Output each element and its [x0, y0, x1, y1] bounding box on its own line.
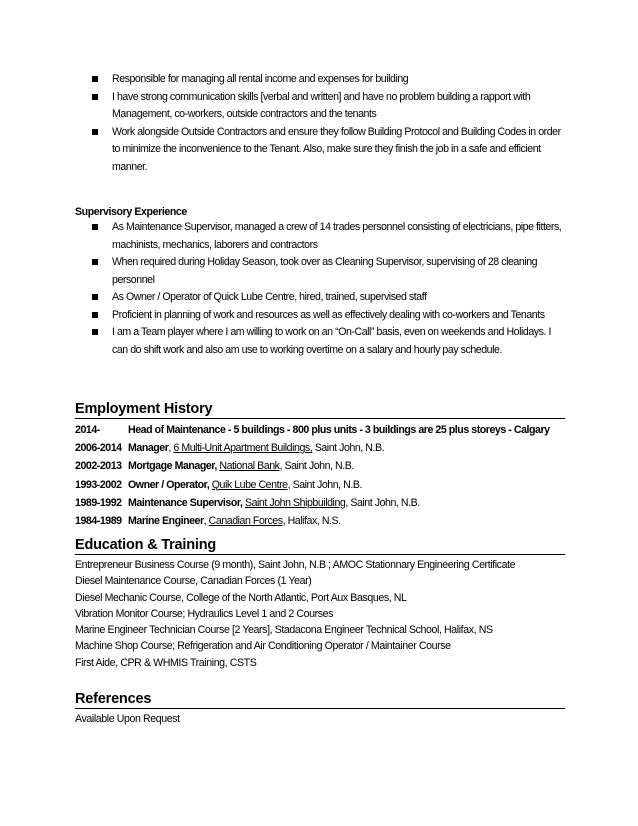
- list-item: [92, 254, 567, 289]
- references-list: [75, 711, 570, 727]
- employment-row: [75, 476, 570, 494]
- square-bullet-icon: [92, 94, 98, 100]
- separator: ,: [203, 515, 209, 528]
- employment-title: Head of Maintenance - 5 buildings - 800 plus units - 3 buildings are 25 plus storeys - Calgary: [128, 424, 550, 436]
- employment-years: 2006-2014: [75, 442, 122, 455]
- bullet-text: Proficient in planning of work and resources as well as effectively dealing with co-workers and Tenants: [112, 308, 545, 321]
- supervisory-bullet-list: [92, 219, 567, 359]
- square-bullet-icon: [92, 294, 98, 300]
- education-line: Diesel Mechanic Course, College of the North Atlantic, Port Aux Basques, NL: [75, 591, 407, 604]
- bullet-text: Responsible for managing all rental income and expenses for building: [112, 73, 409, 85]
- employment-org: Canadian Forces: [208, 515, 283, 528]
- list-item: [92, 307, 567, 325]
- employment-location: , Saint John, N.B.: [345, 496, 420, 509]
- bullet-text: I have strong communication skills [verbal and written] and have no problem building a rapport with Management, co-workers, outside contractors and the tenants: [112, 90, 531, 120]
- employment-org: National Bank: [219, 460, 280, 473]
- list-item: [92, 71, 567, 89]
- employment-row: [75, 494, 570, 512]
- list-item: [92, 219, 567, 254]
- top-bullet-list: [92, 71, 567, 176]
- bullet-text: As Owner / Operator of Quick Lube Centre, hired, trained, supervised staff: [112, 291, 427, 303]
- employment-title: Owner / Operator,: [128, 478, 210, 491]
- education-heading: Education & Training: [75, 537, 565, 555]
- employment-row: [75, 457, 570, 475]
- supervisory-heading: Supervisory Experience: [75, 206, 187, 218]
- employment-years: 2014-: [75, 424, 100, 436]
- employment-location: Saint John, N.B.: [312, 442, 385, 455]
- square-bullet-icon: [92, 76, 98, 82]
- employment-org: Saint John Shipbuilding: [244, 496, 346, 509]
- separator: ,: [168, 442, 174, 455]
- employment-years: 1993-2002: [75, 478, 122, 491]
- education-list: [75, 557, 570, 671]
- education-line: Entrepreneur Business Course (9 month), Saint John, N.B ; AMOC Stationnary Engineering Certificate: [75, 559, 516, 571]
- square-bullet-icon: [92, 329, 98, 335]
- employment-history-heading: Employment History: [75, 401, 565, 419]
- employment-row: [75, 512, 570, 530]
- employment-row: [75, 421, 570, 439]
- references-heading: References: [75, 691, 565, 709]
- list-item: [92, 124, 567, 177]
- employment-title: Manager: [128, 442, 169, 455]
- employment-org: 6 Multi-Unit Apartment Buildings,: [173, 442, 313, 455]
- employment-location: , Halifax, N.S.: [282, 515, 341, 528]
- employment-years: 2002-2013: [75, 460, 122, 473]
- employment-title: Maintenance Supervisor,: [128, 496, 243, 509]
- list-item: [92, 89, 567, 124]
- bullet-text: Work alongside Outside Contractors and ensure they follow Building Protocol and Building Codes in order to minimize the inconvenience to the Tenant. Also, make sure they finish the job in a safe and efficient manner.: [112, 125, 561, 173]
- education-line: Machine Shop Course; Refrigeration and Air Conditioning Operator / Maintainer Course: [75, 640, 451, 653]
- square-bullet-icon: [92, 129, 98, 135]
- employment-location: , Saint John, N.B.: [279, 460, 354, 473]
- list-item: [92, 324, 567, 359]
- employment-list: [75, 421, 570, 530]
- education-line: Vibration Monitor Course; Hydraulics Level 1 and 2 Courses: [75, 607, 334, 620]
- education-line: Diesel Maintenance Course, Canadian Forces (1 Year): [75, 575, 312, 588]
- square-bullet-icon: [92, 259, 98, 265]
- employment-years: 1989-1992: [75, 496, 122, 509]
- employment-title: Mortgage Manager,: [128, 460, 217, 473]
- education-line: Marine Engineer Technician Course [2 Years], Stadacona Engineer Technical School, Halifax, NS: [75, 624, 493, 637]
- square-bullet-icon: [92, 224, 98, 230]
- employment-location: , Saint John, N.B.: [287, 478, 362, 491]
- bullet-text: When required during Holiday Season, took over as Cleaning Supervisor, supervising of 28 cleaning personnel: [112, 256, 538, 286]
- employment-years: 1984-1989: [75, 515, 122, 528]
- bullet-text: As Maintenance Supervisor, managed a crew of 14 trades personnel consisting of electricians, pipe fitters, machinists, mechanics, laborers and contractors: [112, 221, 562, 251]
- employment-org: Quik Lube Centre: [211, 478, 288, 491]
- list-item: [92, 289, 567, 307]
- employment-title: Marine Engineer: [128, 515, 204, 528]
- square-bullet-icon: [92, 312, 98, 318]
- education-line: First Aide, CPR & WHMIS Training, CSTS: [75, 656, 257, 669]
- employment-row: [75, 439, 570, 457]
- references-text: Available Upon Request: [75, 713, 180, 725]
- bullet-text: I am a Team player where I am willing to work on an “On-Call” basis, even on weekends and Holidays. I can do shift work and also am use to working overtime on a salary and hourly pay schedule.: [112, 326, 551, 356]
